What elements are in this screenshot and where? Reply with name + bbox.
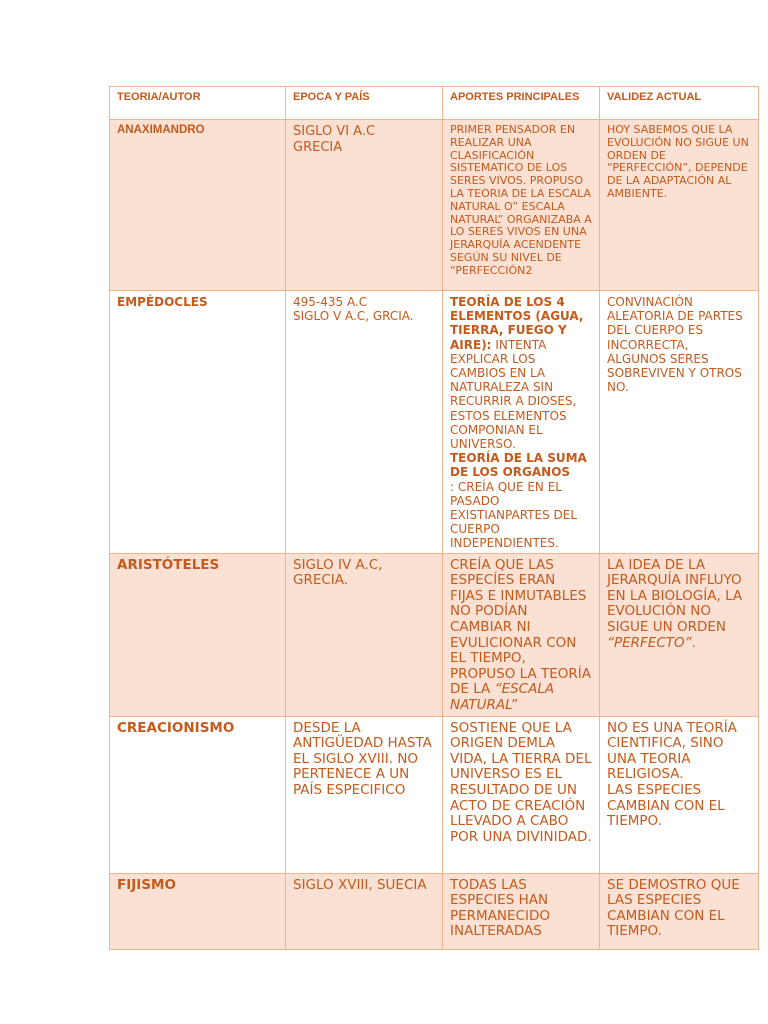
author-cell: CREACIONISMO — [110, 716, 286, 873]
author-cell: ANAXIMANDRO — [110, 120, 286, 291]
theories-table — [109, 86, 759, 950]
table-row — [110, 716, 759, 873]
epoch-cell: SIGLO VI A.C GRECIA — [286, 120, 443, 291]
author-cell: EMPÉDOCLES — [110, 291, 286, 554]
header-cell: TEORIA/AUTOR — [110, 87, 286, 120]
contributions-cell: SOSTIENE QUE LA ORIGEN DEMLA VIDA, LA TIERRA DEL UNIVERSO ES EL RESULTADO DE UN ACTO DE CREACIÓN LLEVADO A CABO POR UNA DIVINIDAD. — [443, 716, 600, 873]
author-cell: ARISTÓTELES — [110, 553, 286, 716]
header-cell: VALIDEZ ACTUAL — [600, 87, 759, 120]
table-row — [110, 873, 759, 949]
table-row — [110, 120, 759, 291]
epoch-cell: 495-435 A.C SIGLO V A.C, GRCIA. — [286, 291, 443, 554]
contributions-cell: PRIMER PENSADOR EN REALIZAR UNA CLASIFICACIÓN SISTEMATICO DE LOS SERES VIVOS. PROPUSO LA TEORIA DE LA ESCALA NATURAL O” ESCALA NATURAL” ORGANIZABA A LO SERES VIVOS EN UNA JERARQUÍA ACENDENTE SEGÚN SU NIVEL DE “PERFECCIÓN2 — [443, 120, 600, 291]
header-cell: APORTES PRINCIPALES — [443, 87, 600, 120]
author-cell: FIJISMO — [110, 873, 286, 949]
validity-cell — [600, 553, 759, 716]
epoch-cell: DESDE LA ANTIGÜEDAD HASTA EL SIGLO XVIII. NO PERTENECE A UN PAÍS ESPECIFICO — [286, 716, 443, 873]
epoch-cell: SIGLO IV A.C, GRECIA. — [286, 553, 443, 716]
contributions-text: CREÍA QUE LAS ESPECÍES ERAN FIJAS E INMUTABLES NO PODÍAN CAMBIAR NI EVULICIONAR CON EL TIEMPO, PROPUSO LA TEORÍA DE LA — [450, 556, 592, 698]
validity-end: . — [691, 634, 696, 651]
validity-cell: NO ES UNA TEORÍA CIENTIFICA, SINO UNA TEORIA RELIGIOSA. LAS ESPECIES CAMBIAN CON EL TIEMPO. — [600, 716, 759, 873]
contributions-cell — [443, 553, 600, 716]
table-header-row — [110, 87, 759, 120]
table-row — [110, 553, 759, 716]
validity-cell: SE DEMOSTRO QUE LAS ESPECIES CAMBIAN CON EL TIEMPO. — [600, 873, 759, 949]
validity-cell: CONVINACIÓN ALEATORIA DE PARTES DEL CUERPO ES INCORRECTA, ALGUNOS SERES SOBREVIVEN Y OTROS NO. — [600, 291, 759, 554]
contributions-italic: “ESCALA NATURAL” — [450, 681, 555, 713]
theory-text: : CREÍA QUE EN EL PASADO EXISTIANPARTES DEL CUERPO INDEPENDIENTES. — [450, 479, 578, 551]
theory-title: TEORÍA DE LOS 4 ELEMENTOS (AGUA, TIERRA, FUEGO Y AIRE): — [450, 295, 584, 352]
contributions-cell: TODAS LAS ESPECIES HAN PERMANECIDO INALTERADAS — [443, 873, 600, 949]
header-cell: EPOCA Y PAÍS — [286, 87, 443, 120]
table-row — [110, 291, 759, 554]
contributions-cell — [443, 291, 600, 554]
theory-title: TEORÍA DE LA SUMA DE LOS ORGANOS — [450, 451, 587, 480]
validity-cell: HOY SABEMOS QUE LA EVOLUCIÓN NO SIGUE UN ORDEN DE “PERFECCIÓN”, DEPENDE DE LA ADAPTACIÓN AL AMBIENTE. — [600, 120, 759, 291]
validity-text: LA IDEA DE LA JERARQUÍA INFLUYO EN LA BIOLOGÍA, LA EVOLUCIÓN NO SIGUE UN ORDEN — [607, 556, 743, 636]
epoch-cell: SIGLO XVIII, SUECIA — [286, 873, 443, 949]
theory-text: INTENTA EXPLICAR LOS CAMBIOS EN LA NATURALEZA SIN RECURRIR A DIOSES, ESTOS ELEMENTOS COMPONIAN EL UNIVERSO. — [450, 337, 577, 452]
validity-italic: “PERFECTO” — [607, 634, 692, 651]
